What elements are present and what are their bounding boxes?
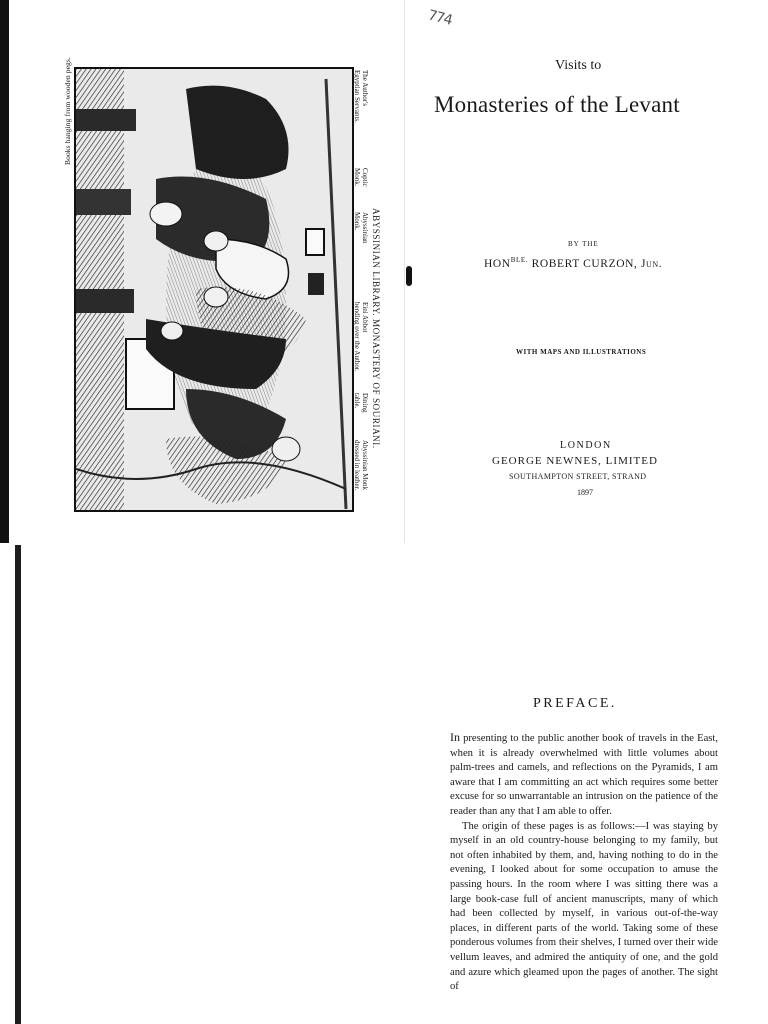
caption-books-pegs: Books hanging from wooden pegs. bbox=[63, 57, 72, 165]
caption-abyssinian-monk: Abyssinian Monk. bbox=[353, 212, 369, 244]
preface-heading: PREFACE. bbox=[533, 696, 617, 711]
publisher-name: GEORGE NEWNES, LIMITED bbox=[492, 455, 658, 467]
preface-body bbox=[450, 730, 718, 995]
caption-servants: The Author's Egyptian Servants. bbox=[353, 70, 369, 123]
publisher-city: LONDON bbox=[560, 440, 612, 451]
book-edge bbox=[0, 0, 9, 543]
book-edge bbox=[15, 545, 21, 1024]
caption-abbot: Eini Abbot bending over the Author. bbox=[353, 302, 369, 372]
handwritten-note: 774 bbox=[426, 7, 454, 29]
with-maps-label: WITH MAPS AND ILLUSTRATIONS bbox=[516, 348, 647, 356]
caption-coptic-monk: Coptic Monk. bbox=[353, 168, 369, 187]
ink-blot bbox=[406, 266, 412, 286]
author-name: $HON^{BLE.}$ ROBERT CURZON, Jun. bbox=[484, 256, 663, 270]
bottom-spread bbox=[0, 545, 768, 1024]
frontispiece-engraving bbox=[74, 67, 354, 512]
preface-paragraph: The origin of these pages is as follows:—I was staying by myself in an old country-house belonging to my family, but not often inhabited by them, and, having nothing to do in the evening, I looked about for some occupation to amuse the passing hours. In the room where I was sitting there was a large book-case full of ancient manuscripts, many of which had been collected by myself, in various out-of-the-way places, in different parts of the world. Taking some of these ponderous volumes from their shelves, I turned over their wide vellum leaves, and admired the antiquity of one, and the gold and azure which gleamed upon the pages of another. The sight of bbox=[450, 820, 718, 993]
caption-dining-table: Dining table. bbox=[353, 393, 369, 413]
by-the-label: BY THE bbox=[568, 240, 599, 248]
caption-monk-leather: Abyssinian Monk dressed in leather. bbox=[353, 440, 369, 491]
book-title: Monasteries of the Levant bbox=[434, 92, 680, 117]
publisher-street: SOUTHAMPTON STREET, STRAND bbox=[509, 472, 647, 481]
preface-paragraph: In presenting to the public another book of travels in the East, when it is already overwhelmed with little volumes about palm-trees and camels, and reflections on the Pyramids, I am aware that I am committing an act which requires some better excuse for so unwarrantable an intrusion on the patience of the reader than any that I am able to offer. bbox=[450, 730, 718, 817]
title-visits-to: Visits to bbox=[555, 58, 602, 73]
engraving-illustration bbox=[76, 69, 352, 510]
publication-year: 1897 bbox=[577, 488, 593, 497]
page-gutter bbox=[404, 0, 405, 543]
caption-abyssinian-library: ABYSSINIAN LIBRARY. MONASTERY OF SOURIANI. bbox=[371, 208, 381, 449]
